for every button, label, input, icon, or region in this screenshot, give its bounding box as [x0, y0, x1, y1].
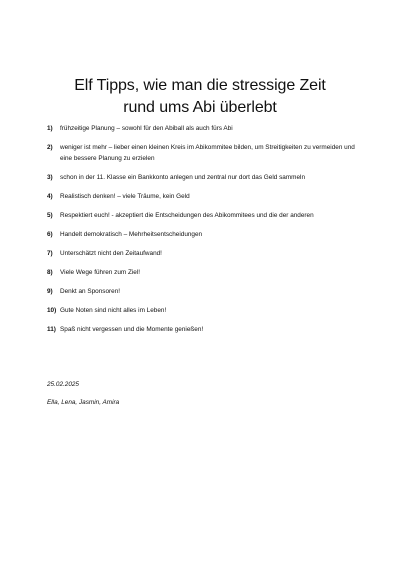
tip-text: Realistisch denken! – viele Träume, kein Geld: [60, 193, 190, 200]
tip-text: Gute Noten sind nicht alles im Leben!: [60, 307, 167, 314]
tip-item: [47, 191, 367, 202]
tip-number: 10): [47, 307, 57, 314]
tip-number: 9): [47, 288, 53, 295]
tip-number: 8): [47, 269, 53, 276]
tip-number: 5): [47, 212, 53, 219]
tip-item: [47, 123, 367, 134]
tip-text: Viele Wege führen zum Ziel!: [60, 269, 141, 276]
tip-text: Denkt an Sponsoren!: [60, 288, 121, 295]
tip-number: 7): [47, 250, 53, 257]
tip-number: 4): [47, 193, 53, 200]
tip-text: Spaß nicht vergessen und die Momente genießen!: [60, 326, 204, 333]
tip-number: 11): [47, 326, 56, 333]
tip-item: [47, 210, 367, 221]
tips-list: [47, 123, 367, 343]
tip-item: [47, 286, 367, 297]
tip-text: weniger ist mehr – lieber einen kleinen Kreis im Abikommitee bilden, um Streitigkeiten zu vermeiden und eine bessere Planung zu erzielen: [60, 144, 355, 162]
tip-text: Unterschätzt nicht den Zeitaufwand!: [60, 250, 162, 257]
title-line-2: rund ums Abi überlebt: [123, 98, 277, 116]
tip-item: [47, 172, 367, 183]
tip-item: [47, 267, 367, 278]
tip-item: [47, 248, 367, 259]
document-date: 25.02.2025: [47, 381, 79, 388]
tip-item: [47, 142, 367, 164]
tip-text: frühzeitige Planung – sowohl für den Abiball als auch fürs Abi: [60, 125, 233, 132]
document-title: [0, 75, 400, 119]
tip-number: 6): [47, 231, 53, 238]
tip-number: 2): [47, 144, 53, 151]
tip-text: schon in der 11. Klasse ein Bankkonto anlegen und zentral nur dort das Geld sammeln: [60, 174, 306, 181]
tip-item: [47, 305, 367, 316]
title-line-1: Elf Tipps, wie man die stressige Zeit: [74, 76, 326, 94]
tip-item: [47, 324, 367, 335]
tip-text: Respektiert euch! - akzeptiert die Entscheidungen des Abikommitees und die der anderen: [60, 212, 314, 219]
tip-item: [47, 229, 367, 240]
tip-text: Handelt demokratisch – Mehrheitsentscheidungen: [60, 231, 203, 238]
document-authors: Ella, Lena, Jasmin, Amira: [47, 399, 120, 406]
tip-number: 3): [47, 174, 53, 181]
tip-number: 1): [47, 125, 53, 132]
